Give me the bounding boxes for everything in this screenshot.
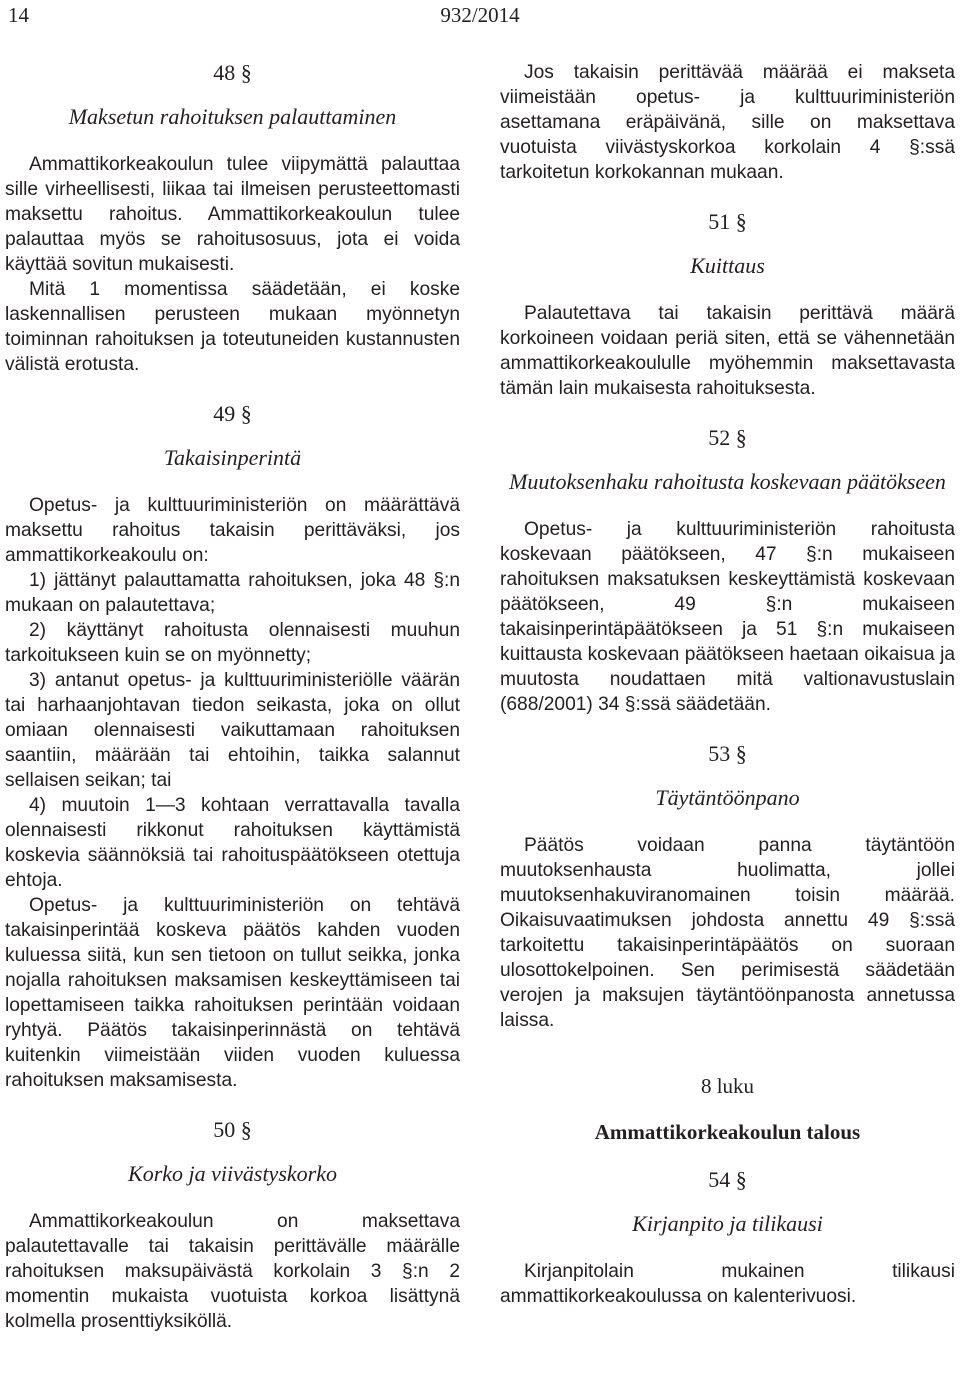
section-49-number: 49 § bbox=[213, 401, 252, 426]
section-54-number: 54 § bbox=[708, 1167, 747, 1192]
section-48-heading: Maksetun rahoituksen palauttaminen bbox=[68, 104, 397, 129]
left-column bbox=[5, 60, 460, 1334]
section-49-item-4: 4) muutoin 1—3 kohtaan verrattavalla tavalla olennaisesti rikkonut rahoituksen käyttämistä koskevia säännöksiä tai rahoituspäätökseen otettuja ehtoja. bbox=[5, 795, 460, 891]
section-50-paragraph-1: Ammattikorkeakoulun on maksettava palautettavalle tai takaisin perittävälle määrälle rahoituksen maksupäivästä korkolain 3 §:n 2 momentin mukaista vuotuista korkoa lisättynä kolmella prosenttiyksiköllä. bbox=[5, 1211, 460, 1332]
section-49-item-3: 3) antanut opetus- ja kulttuuriministeriölle väärän tai harhaanjohtavan tiedon seikasta, joka on ollut omiaan olennaisesti vaikuttamaan rahoituksen saantiin, määrään tai ehtoihin, taikka salannut sellaisen seikan; tai bbox=[5, 670, 460, 791]
section-51-heading: Kuittaus bbox=[690, 253, 765, 278]
section-49-paragraph-2: Opetus- ja kulttuuriministeriön on tehtävä takaisinperintää koskeva päätös kahden vuoden kuluessa siitä, kun sen tietoon on tullut seikka, jonka nojalla rahoituksen maksamisen keskeyttämiseen tai lopettamiseen taikka rahoituksen perintään voidaan ryhtyä. Päätös takaisinperinnästä on tehtävä kuitenkin viimeistään viiden vuoden kuluessa rahoituksen maksamisesta. bbox=[5, 895, 460, 1091]
section-49-paragraph-1: Opetus- ja kulttuuriministeriön on määrättävä maksettu rahoitus takaisin perittäväksi, jos ammattikorkeakoulu on: bbox=[5, 495, 460, 566]
section-54-heading: Kirjanpito ja tilikausi bbox=[632, 1211, 823, 1236]
section-49-item-1: 1) jättänyt palauttamatta rahoituksen, joka 48 §:n mukaan on palautettava; bbox=[5, 570, 460, 616]
section-51-paragraph-1: Palautettava tai takaisin perittävä määrä korkoineen voidaan periä siten, että se vähennetään ammattikorkeakoululle myöhemmin maksettavasta tämän lain mukaisesta rahoituksesta. bbox=[500, 303, 955, 399]
section-49-item-2: 2) käyttänyt rahoitusta olennaisesti muuhun tarkoitukseen kuin se on myönnetty; bbox=[5, 620, 460, 666]
section-52-heading: Muutoksenhaku rahoitusta koskevaan päätökseen bbox=[509, 469, 946, 494]
section-50-heading: Korko ja viivästyskorko bbox=[128, 1161, 337, 1186]
section-48-number: 48 § bbox=[213, 60, 252, 85]
section-50-number: 50 § bbox=[213, 1117, 252, 1142]
section-52-paragraph-1: Opetus- ja kulttuuriministeriön rahoitusta koskevaan päätökseen, 47 §:n mukaiseen rahoituksen maksatuksen keskeyttämistä koskevaan päätökseen, 49 §:n mukaiseen takaisinperintäpäätökseen ja 51 §:n mukaiseen kuittausta koskevaan päätökseen haetaan oikaisua ja muutosta noudattaen mitä valtionavustuslain (688/2001) 34 §:ssä säädetään. bbox=[500, 519, 955, 715]
section-52-number: 52 § bbox=[708, 425, 747, 450]
section-53-number: 53 § bbox=[708, 741, 747, 766]
section-53-paragraph-1: Päätös voidaan panna täytäntöön muutoksenhausta huolimatta, jollei muutoksenhakuviranomainen toisin määrää. Oikaisuvaatimuksen johdosta annettu 49 §:ssä tarkoitettu takaisinperintäpäätös on suoraan ulosottokelpoinen. Sen perimisestä säädetään verojen ja maksujen täytäntöönpanosta annetussa laissa. bbox=[500, 835, 955, 1031]
section-48-paragraph-1: Ammattikorkeakoulun tulee viipymättä palauttaa sille virheellisesti, liikaa tai ilmeisen perusteettomasti maksettu rahoitus. Ammattikorkeakoulun tulee palauttaa myös se rahoitusosuus, jota ei voida käyttää sovitun mukaisesti. bbox=[5, 154, 460, 275]
section-53-heading: Täytäntöönpano bbox=[655, 785, 800, 810]
section-54-paragraph-1: Kirjanpitolain mukainen tilikausi ammattikorkeakoulussa on kalenterivuosi. bbox=[500, 1261, 955, 1307]
section-50-paragraph-2: Jos takaisin perittävää määrää ei makseta viimeistään opetus- ja kulttuuriministeriön asettamana eräpäivänä, sille on maksettava vuotuista viivästyskorkoa korkolain 4 §:ssä tarkoitetun korkokannan mukaan. bbox=[500, 62, 955, 183]
chapter-number: 8 luku bbox=[700, 1074, 755, 1098]
section-48-paragraph-2: Mitä 1 momentissa säädetään, ei koske laskennallisen perusteen mukaan myönnetyn toiminnan rahoituksen ja toteutuneiden kustannusten välistä erotusta. bbox=[5, 279, 460, 375]
section-49-heading: Takaisinperintä bbox=[163, 445, 302, 470]
right-column bbox=[500, 60, 955, 1309]
page-number: 14 bbox=[8, 3, 29, 27]
document-id: 932/2014 bbox=[440, 3, 520, 27]
chapter-title: Ammattikorkeakoulun talous bbox=[594, 1120, 861, 1144]
section-51-number: 51 § bbox=[708, 209, 747, 234]
